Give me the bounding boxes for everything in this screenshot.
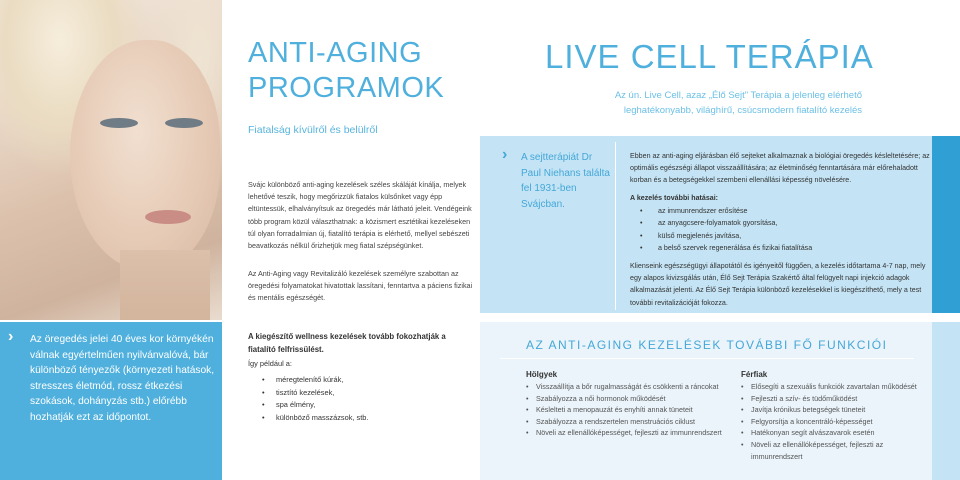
therapy-intro: Ebben az anti-aging eljárásban élő sejteket alkalmaznak a biológiai öregedés késleltetésére; az optimális egészségi állapot visszaállítására; az életminőség fenntartására már előrehaladott korban és a betegségekkel szembeni ellenállási képesség növelésére. bbox=[630, 152, 930, 185]
chevron-right-icon: › bbox=[8, 328, 14, 345]
therapy-closing: Klienseink egészségügyi állapotától és igényeitől függően, a kezelés időtartama 4-7 nap, mely egy alapos kivizsgálás után, Élő Sejt Terápia Szakértő által felügyelt napi injekció adagok alkalmazását jelenti. Az Élő Sejt Terápia különböző kezelésekkel is kiegészíthető, mely a test további revitalizációját fokozza. bbox=[630, 262, 926, 307]
wellness-subheading: Így például a: bbox=[248, 359, 292, 368]
woman-portrait-photo bbox=[0, 0, 222, 320]
callout-text: A sejtterápiát Dr Paul Niehans találta fel 1931-ben Svájcban. bbox=[521, 152, 610, 210]
aging-signs-text: Az öregedés jelei 40 éves kor környékén válnak egyértelműen nyilvánvalóvá, bár különböző tényezők (környezeti hatások, stresszes életmód, rossz étkezési szokások, dohányzás stb.) előrébb hozhatják ezt az időpontot. bbox=[30, 334, 215, 423]
panel-divider bbox=[615, 142, 616, 310]
face bbox=[70, 40, 220, 270]
men-heading: Férfiak bbox=[741, 370, 768, 379]
list-item: • Javítja krónikus betegségek tüneteit bbox=[741, 404, 931, 416]
subtitle-left: Fiatalság kívülről és belülről bbox=[248, 124, 378, 136]
wellness-list bbox=[262, 374, 368, 424]
list-item: • különböző masszázsok, stb. bbox=[262, 412, 368, 425]
wellness-heading: A kiegészítő wellness kezelések tovább fokozhatják a fiatalító felfrissülést. bbox=[248, 332, 446, 354]
list-item: • Késlelteti a menopauzát és enyhíti annak tüneteit bbox=[526, 404, 736, 416]
list-item: • Szabályozza a rendszertelen menstruációs ciklust bbox=[526, 416, 736, 428]
effects-heading: A kezelés további hatásai: bbox=[630, 194, 719, 202]
side-accent-strip bbox=[932, 136, 960, 313]
list-item: • Felgyorsítja a koncentráló-képességet bbox=[741, 416, 931, 428]
women-list bbox=[526, 381, 736, 439]
list-item: • Elősegíti a szexuális funkciók zavartalan működését bbox=[741, 381, 931, 393]
list-item: • a belső szervek regenerálása és fizikai fiatalítása bbox=[640, 242, 890, 254]
list-item: • tisztító kezelések, bbox=[262, 387, 368, 400]
lips bbox=[145, 210, 191, 224]
women-heading: Hölgyek bbox=[526, 370, 558, 379]
page-title-right: LIVE CELL TERÁPIA bbox=[545, 38, 874, 75]
eye-left bbox=[100, 118, 138, 128]
list-item: • méregtelenítő kúrák, bbox=[262, 374, 368, 387]
intro-paragraph: Svájc különböző anti-aging kezelések széles skáláját kínálja, melyek lehetővé teszik, hogy megőrizzük fiatalos külsőnket vagy épp eltüntessük, elhalványítsuk az öregedés már látható jeleit. Vendégeink több program közül választhatnak: a közismert esztétikai kezeléseken túl olyan forradalmian új, fiatalító terápia is elérhető, mellyel sebészeti beavatkozás nélkül őrizhetjük meg fiatal szépségünket. bbox=[248, 180, 472, 251]
men-list bbox=[741, 381, 931, 462]
list-item: • Hatékonyan segít alvászavarok esetén bbox=[741, 427, 931, 439]
chevron-right-icon: › bbox=[502, 146, 508, 163]
list-item: • Növeli az ellenállóképességet, fejleszti az immunrendszert bbox=[526, 427, 736, 439]
list-item: • az immunrendszer erősítése bbox=[640, 205, 890, 217]
effects-list bbox=[640, 205, 890, 254]
list-item: • külső megjelenés javítása, bbox=[640, 230, 890, 242]
second-paragraph: Az Anti-Aging vagy Revitalizáló kezelések személyre szabottan az öregedési folyamatokat hivatottak lassítani, fenntartva a páciens fizikai és mentális egészségét. bbox=[248, 269, 473, 303]
subtitle-right: Az ún. Live Cell, azaz „Élő Sejt" Terápia a jelenleg elérhető leghatékonyabb, világhírű, csúcsmodern fiatalító kezelés bbox=[614, 90, 862, 116]
eye-right bbox=[165, 118, 203, 128]
functions-title: AZ ANTI-AGING KEZELÉSEK TOVÁBBI FŐ FUNKCIÓI bbox=[526, 338, 888, 352]
list-item: • Fejleszti a szív- és tüdőműködést bbox=[741, 393, 931, 405]
bottom-accent-strip bbox=[932, 322, 960, 480]
list-item: • spa élmény, bbox=[262, 399, 368, 412]
list-item: • az anyagcsere-folyamatok gyorsítása, bbox=[640, 217, 890, 229]
list-item: • Visszaállítja a bőr rugalmasságát és csökkenti a ráncokat bbox=[526, 381, 736, 393]
list-item: • Szabályozza a női hormonok működését bbox=[526, 393, 736, 405]
functions-divider bbox=[500, 358, 914, 359]
page-title-left: ANTI-AGING PROGRAMOK bbox=[248, 37, 445, 104]
neck bbox=[120, 250, 210, 320]
list-item: • Növeli az ellenállóképességet, fejleszti az immunrendszert bbox=[741, 439, 931, 462]
